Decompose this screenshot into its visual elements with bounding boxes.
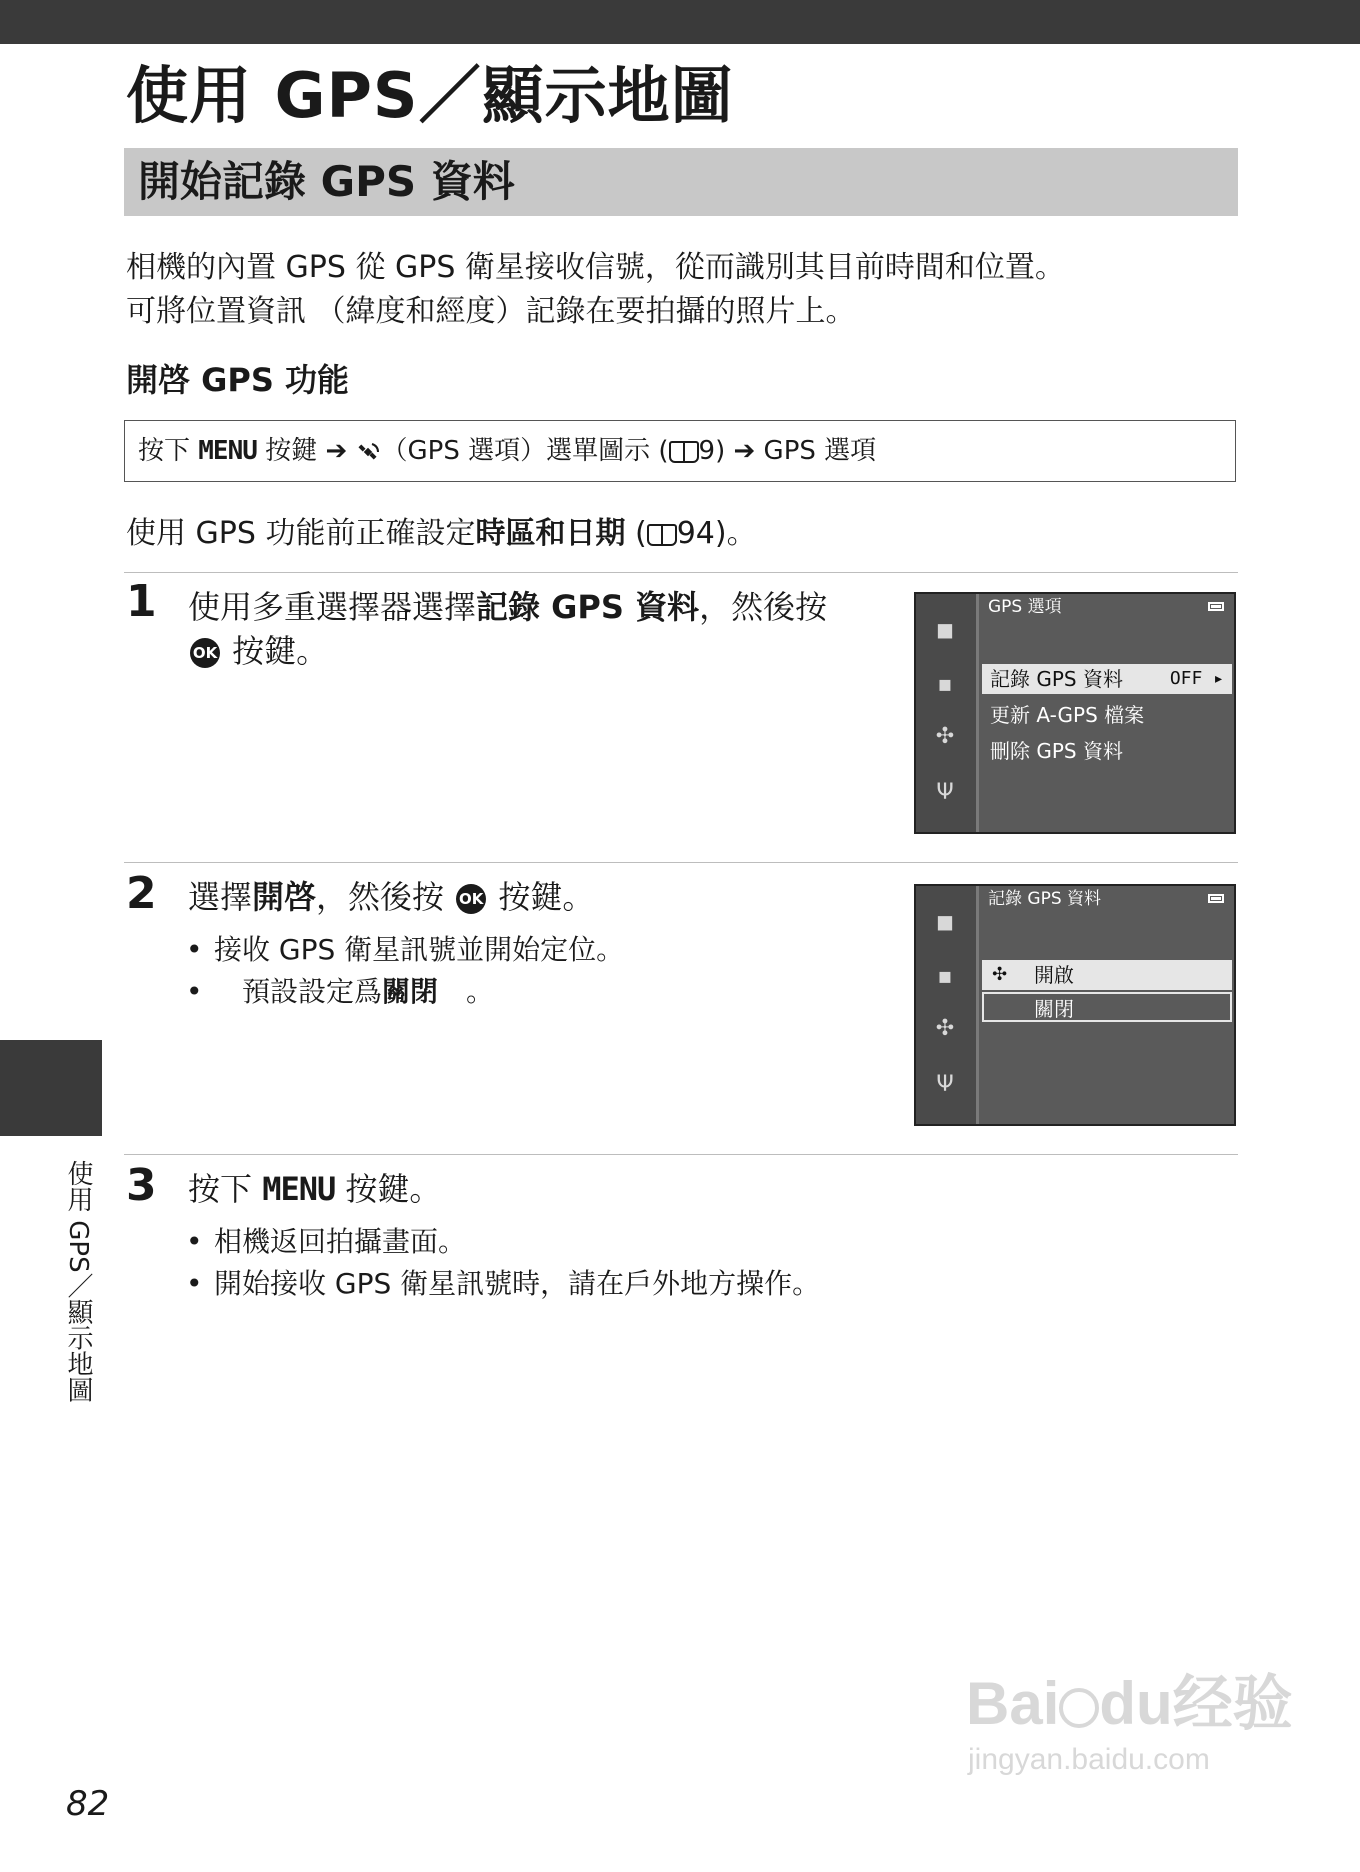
top-bar [0,0,1360,44]
camera-icon: ◼ [935,910,955,935]
divider [124,1154,1238,1155]
bullet-item: • 接收 GPS 衛星訊號並開始定位。 [186,930,624,970]
step-number: 1 [126,576,157,627]
gps-satellite-icon: ✣ [992,964,1008,985]
screen-header: GPS 選項 [988,597,1062,617]
ok-button-icon: OK [456,884,486,914]
intro-line-1: 相機的內置 GPS 從 GPS 衛星接收信號，從而識別其目前時間和位置。 [126,250,1065,285]
battery-icon [1208,894,1224,903]
section-title: 開始記錄 GPS 資料 [138,157,515,206]
arrow-icon: ➔ [325,436,348,466]
movie-icon: ▪ [937,964,953,989]
camera-screen-record-gps-data [914,884,1236,1126]
gps-satellite-icon: ✣ [935,724,955,749]
menu-item-value: OFF ▸ [1169,668,1224,689]
menu-sidebar [916,594,979,832]
step-2-text: 選擇開啓，然後按 OK 按鍵。 [188,878,595,916]
menu-item-delete-gps-data[interactable]: 刪除 GPS 資料 [990,739,1123,763]
navigation-path: 按下 MENU 按鍵 ➔ （GPS 選項）選單圖示 ( 9) ➔ GPS 選項 [138,436,877,466]
bullet-item: • 預設設定爲關閉 。 [186,972,494,1012]
divider [124,572,1238,573]
battery-icon [1208,602,1224,611]
camera-screen-gps-options [914,592,1236,834]
menu-sidebar [916,886,979,1124]
arrow-icon: ➔ [733,436,756,466]
camera-icon: ◼ [935,618,955,643]
subheading: 開啓 GPS 功能 [126,361,350,399]
menu-keyword: MENU [198,436,257,466]
step-1-text: 使用多重選擇器選擇記錄 GPS 資料，然後按 [188,588,828,626]
step-3-text: 按下 MENU 按鍵。 [188,1170,442,1208]
step-number: 2 [126,868,157,919]
movie-icon: ▪ [937,672,953,697]
menu-item-record-gps-data[interactable]: 記錄 GPS 資料 OFF ▸ [982,664,1232,694]
intro-line-2: 可將位置資訊 （緯度和經度）記錄在要拍攝的照片上。 [126,294,856,329]
chapter-tab [0,1040,102,1136]
page-title: 使用 GPS／顯示地圖 [126,59,734,132]
menu-keyword: MENU [262,1170,336,1208]
page-number: 82 [66,1784,110,1824]
option-off[interactable]: 關閉 [982,992,1232,1022]
gps-satellite-icon: ✣ [935,1016,955,1041]
wrench-icon: Ψ [936,780,954,805]
option-on[interactable]: ✣ 開啟 [982,960,1232,990]
bullet-item: • 開始接收 GPS 衛星訊號時，請在戶外地方操作。 [186,1264,820,1304]
wrench-icon: Ψ [936,1072,954,1097]
chapter-label: 使用 GPS／顯示地圖 [63,1160,93,1403]
step-number: 3 [126,1160,157,1211]
time-zone-note: 使用 GPS 功能前正確設定時區和日期 ( 94)。 [126,516,757,551]
menu-item-update-agps[interactable]: 更新 A-GPS 檔案 [990,703,1145,727]
bullet-item: • 相機返回拍攝畫面。 [186,1222,466,1262]
paw-icon [1059,1688,1099,1728]
screen-header: 記錄 GPS 資料 [988,889,1102,909]
book-icon [647,524,677,546]
step-1-text-line-2: OK 按鍵。 [188,628,328,674]
book-icon [669,441,699,463]
divider [124,862,1238,863]
gps-satellite-icon [356,440,382,464]
ok-button-icon: OK [190,638,220,668]
